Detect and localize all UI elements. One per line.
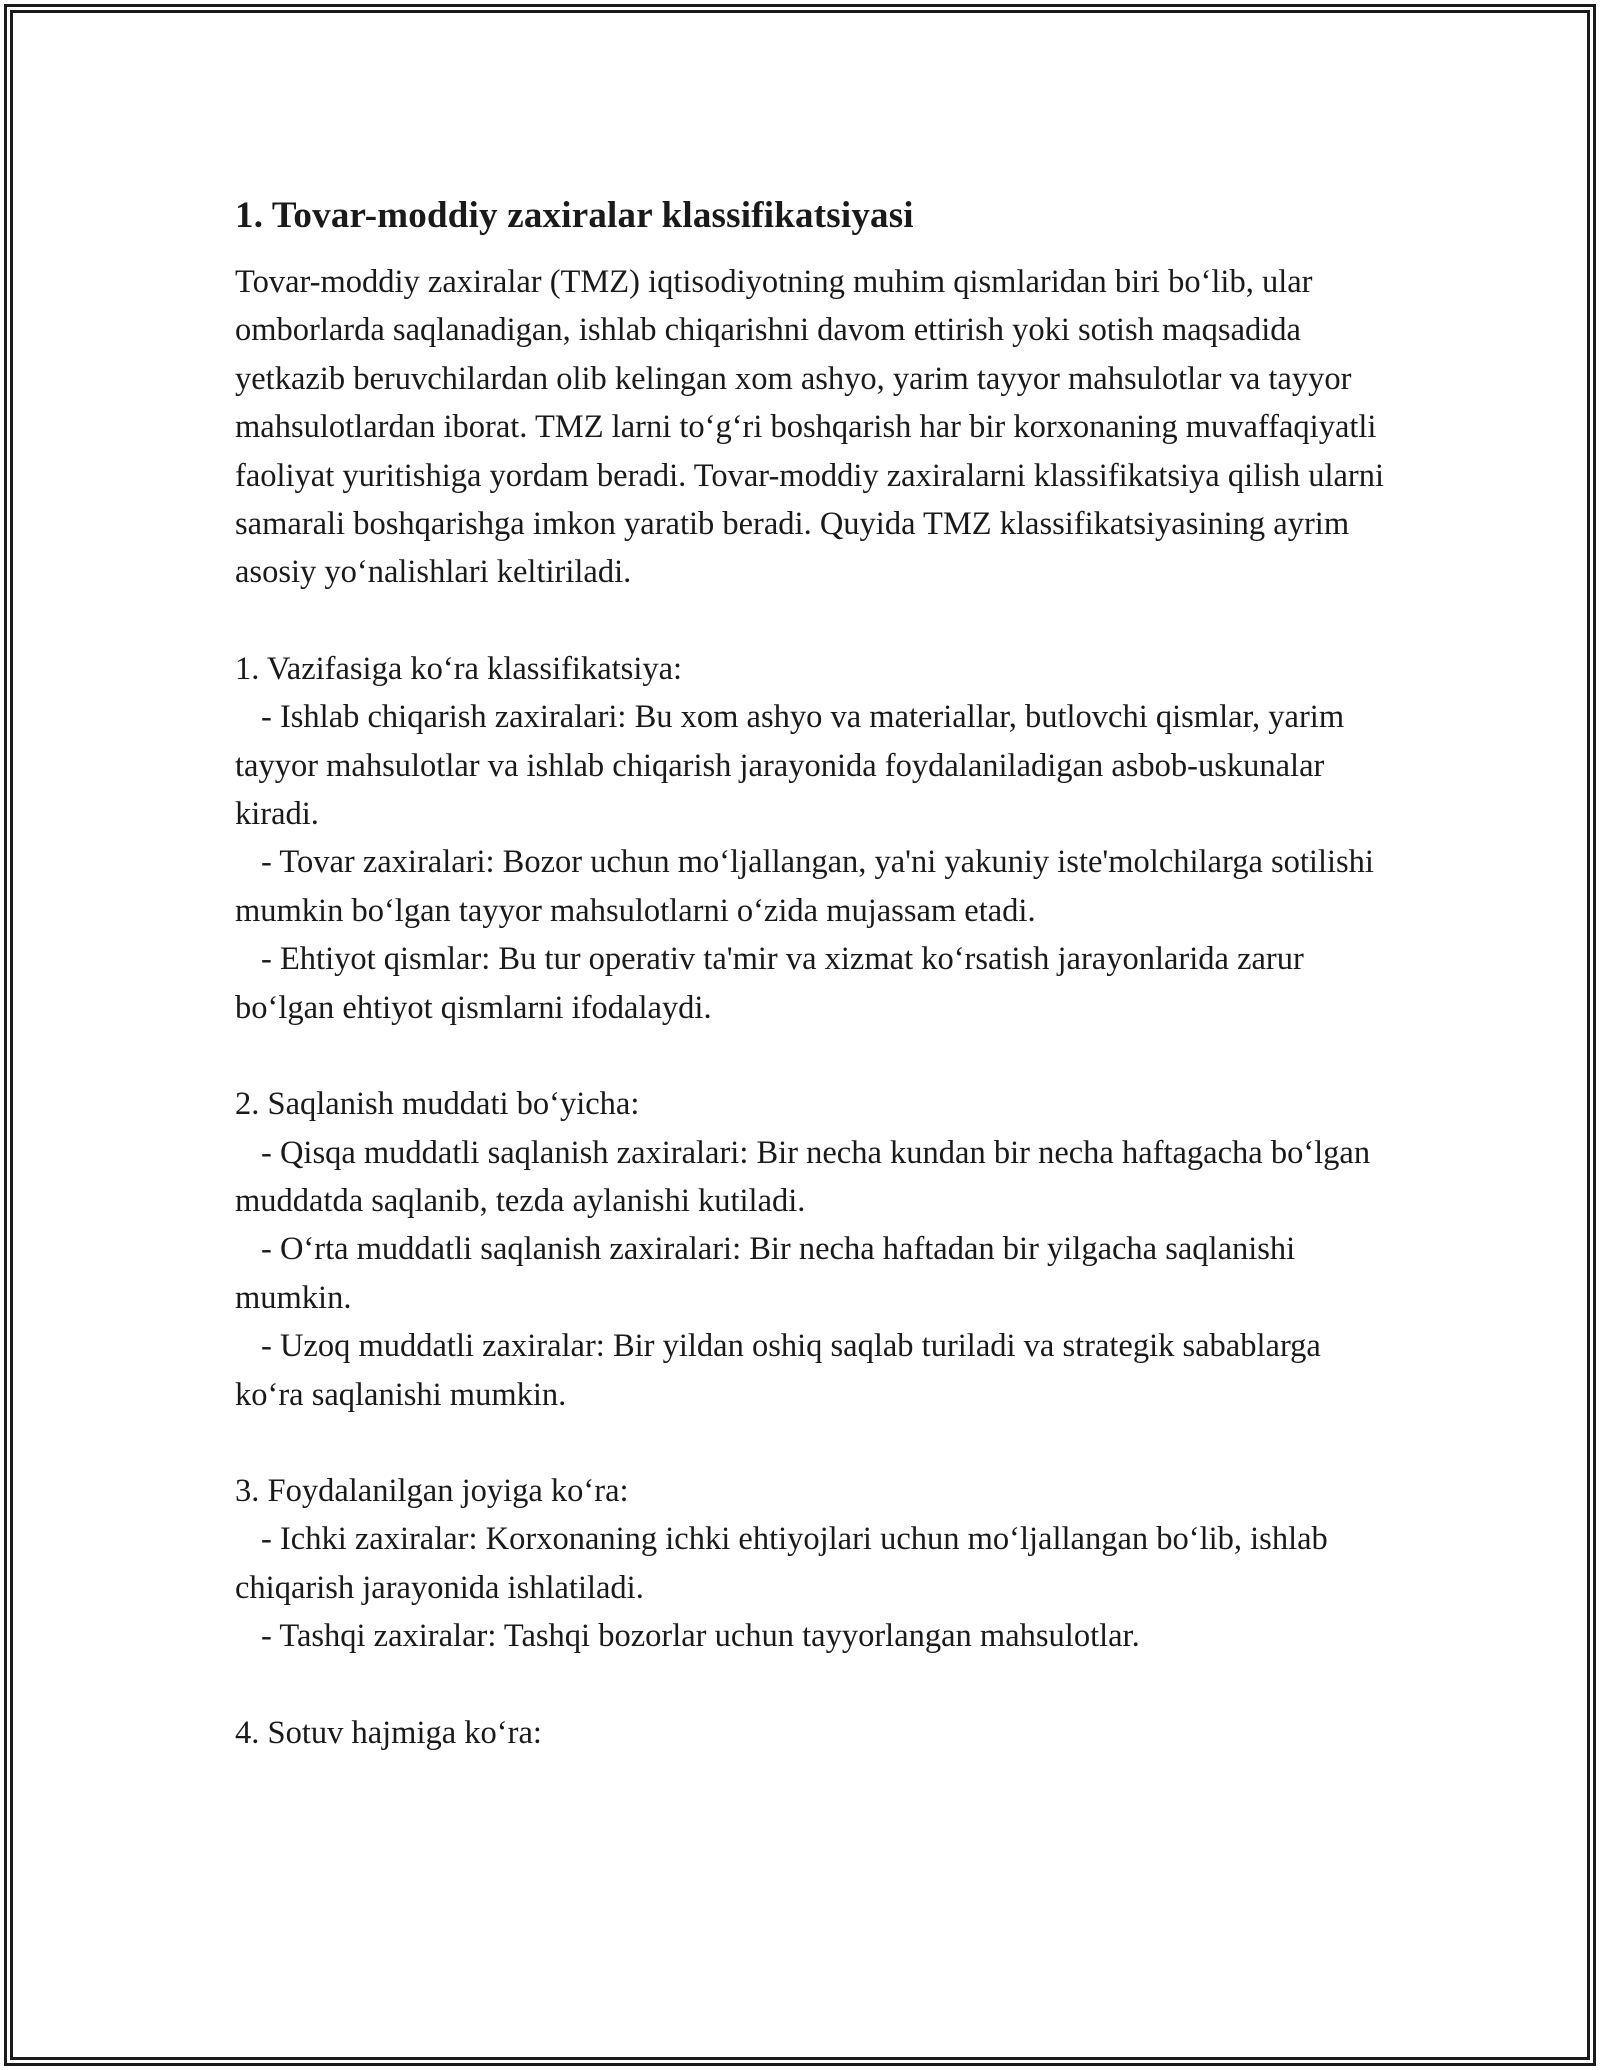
document-heading: 1. Tovar-moddiy zaxiralar klassifikatsiyasi <box>235 195 914 236</box>
intro-paragraph: Tovar-moddiy zaxiralar (TMZ) iqtisodiyotning muhim qismlaridan biri bo‘lib, ular omborlarda saqlanadigan, ishlab chiqarishni davom ettirish yoki sotish maqsadida yetkazib beruvchilardan olib kelingan xom ashyo, yarim tayyor mahsulotlar va tayyor mahsulotlardan iborat. TMZ larni to‘g‘ri boshqarish har bir korxonaning muvaffaqiyatli faoliyat yuritishiga yordam beradi. Tovar-moddiy zaxiralarni klassifikatsiya qilish ularni samarali boshqarishga imkon yaratib beradi. Quyida TMZ klassifikatsiyasining ayrim asosiy yo‘nalishlari keltiriladi. <box>235 264 1385 591</box>
list-item: - Uzoq muddatli zaxiralar: Bir yildan oshiq saqlab turiladi va strategik sabablarga ko‘ra saqlanishi mumkin. <box>235 1328 1321 1413</box>
list-item: - Ishlab chiqarish zaxiralari: Bu xom ashyo va materiallar, butlovchi qismlar, yarim tayyor mahsulotlar va ishlab chiqarish jarayonida foydalaniladigan asbob-uskunalar kiradi. <box>235 699 1345 833</box>
document-page <box>235 186 1385 1757</box>
list-item: - Tashqi zaxiralar: Tashqi bozorlar uchun tayyorlangan mahsulotlar. <box>261 1618 1140 1655</box>
list-item: - Qisqa muddatli saqlanish zaxiralari: Bir necha kundan bir necha haftagacha bo‘lgan muddatda saqlanib, tezda aylanishi kutiladi. <box>235 1134 1371 1219</box>
section-sales-volume <box>235 1709 1385 1757</box>
section-title: 4. Sotuv hajmiga ko‘ra: <box>235 1714 542 1751</box>
section-usage-place <box>235 1467 1385 1661</box>
section-storage-period <box>235 1080 1385 1419</box>
section-title: 1. Vazifasiga ko‘ra klassifikatsiya: <box>235 650 683 687</box>
list-item: - Tovar zaxiralari: Bozor uchun mo‘ljallangan, ya'ni yakuniy iste'molchilarga sotilishi mumkin bo‘lgan tayyor mahsulotlarni o‘zida mujassam etadi. <box>235 844 1374 929</box>
list-item: - Ehtiyot qismlar: Bu tur operativ ta'mir va xizmat ko‘rsatish jarayonlarida zarur bo‘lgan ehtiyot qismlarni ifodalaydi. <box>235 941 1304 1026</box>
list-item: - Ichki zaxiralar: Korxonaning ichki ehtiyojlari uchun mo‘ljallangan bo‘lib, ishlab chiqarish jarayonida ishlatiladi. <box>235 1521 1328 1606</box>
list-item: - O‘rta muddatli saqlanish zaxiralari: Bir necha haftadan bir yilgacha saqlanishi mumkin. <box>235 1231 1296 1316</box>
section-function <box>235 645 1385 1032</box>
section-title: 2. Saqlanish muddati bo‘yicha: <box>235 1086 640 1123</box>
section-title: 3. Foydalanilgan joyiga ko‘ra: <box>235 1472 629 1509</box>
